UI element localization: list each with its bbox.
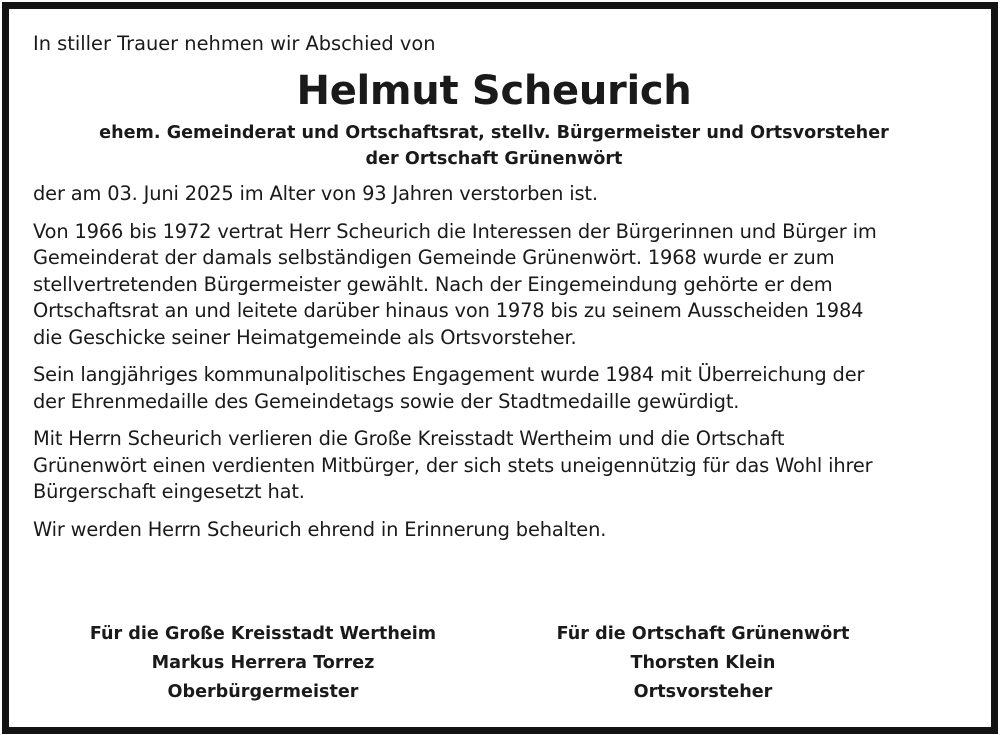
paragraph-line: stellvertretenden Bürgermeister gewählt. Nach der Eingemeindung gehörte er dem [33,272,833,296]
signature-village [473,620,933,707]
paragraph-line: Sein langjähriges kommunalpolitisches Engagement wurde 1984 mit Überreichung der [33,363,865,386]
paragraph-line: Gemeinderat der damals selbständigen Gemeinde Grünenwört. 1968 wurde er zum [33,246,835,269]
paragraph-line: der Ehrenmedaille des Gemeindetags sowie der Stadtmedaille gewürdigt. [33,389,740,413]
signature-block [33,620,955,710]
paragraph-line: der am 03. Juni 2025 im Alter von 93 Jahren verstorben ist. [33,182,598,205]
signature-title: Oberbürgermeister [167,682,359,702]
signature-org: Für die Große Kreisstadt Wertheim [89,624,437,644]
paragraph-line: Bürgerschaft eingesetzt hat. [33,480,305,503]
signature-person: Thorsten Klein [630,653,776,673]
paragraph-line: die Geschicke seiner Heimatgemeinde als Ortsvorsteher. [33,325,577,349]
paragraph-line: Von 1966 bis 1972 vertrat Herr Scheurich die Interessen der Bürgerinnen und Bürger im [33,219,877,243]
paragraph-line: Ortschaftsrat an und leitete darüber hinaus von 1978 bis zu seinem Ausscheiden 1984 [33,299,864,322]
obituary-body [33,30,955,543]
paragraph-closing [33,517,955,544]
signature-org: Für die Ortschaft Grünenwört [556,624,850,644]
signature-person: Markus Herrera Torrez [151,653,375,673]
signature-city [33,620,493,707]
signature-title: Ortsvorsteher [633,682,773,702]
deceased-name: Helmut Scheurich [296,68,692,114]
paragraph-death [33,181,955,208]
paragraph-line: Wir werden Herrn Scheurich ehrend in Erinnerung behalten. [33,517,607,541]
paragraph-line: Grünenwört einen verdienten Mitbürger, der sich stets uneigennützig für das Wohl ihrer [33,453,873,477]
role-line-1: ehem. Gemeinderat und Ortschaftsrat, stellv. Bürgermeister und Ortsvorsteher [99,123,889,143]
paragraph-tribute [33,426,955,506]
paragraph-career [33,219,955,352]
paragraph-honors [33,362,955,415]
intro-text: In stiller Trauer nehmen wir Abschied von [33,32,436,55]
paragraph-line: Mit Herrn Scheurich verlieren die Große Kreisstadt Wertheim und die Ortschaft [33,427,785,450]
role-line-2: der Ortschaft Grünenwört [365,149,623,169]
